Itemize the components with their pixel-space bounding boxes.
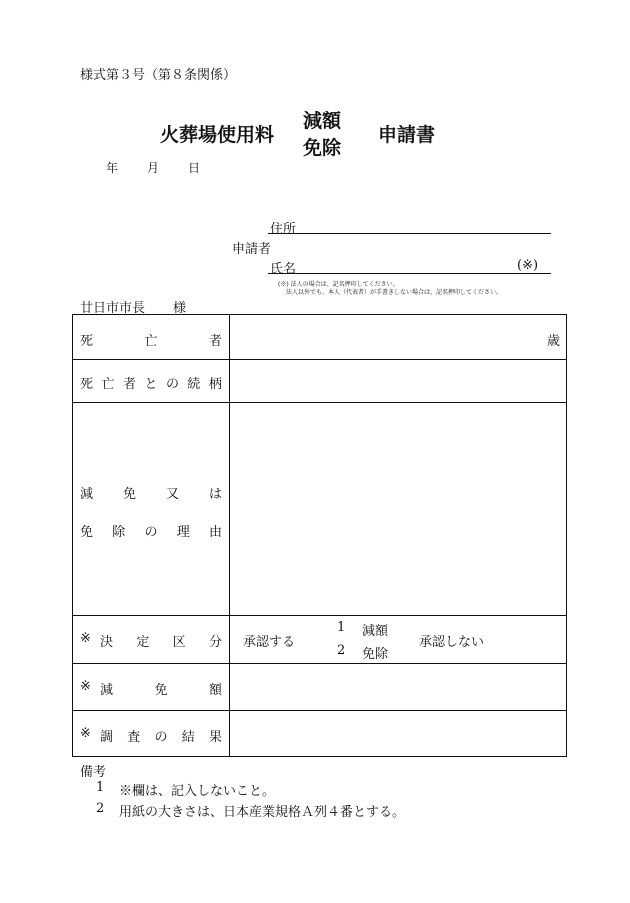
decision-label: 決 定 区 分: [100, 635, 222, 650]
form-number: 様式第３号（第８条関係）: [80, 68, 237, 83]
remark-2-text: 用紙の大きさは、日本産業規格Ａ列４番とする。: [119, 805, 406, 820]
deceased-label: 死 亡 者: [80, 334, 222, 349]
remark-1-number: 1: [96, 780, 105, 795]
date-month-label: 月: [147, 161, 160, 175]
remarks-heading: 備考: [80, 765, 107, 780]
option2-exemption[interactable]: 免除: [362, 647, 389, 662]
survey-label: 調 査 の 結 果: [100, 730, 222, 745]
reason-label-line1: 減 免 又 は: [80, 487, 222, 502]
seal-note-line2: 法人以外でも、本人（代表者）が手書きしない場合は、記名押印してください。: [286, 289, 503, 296]
survey-mark: ※: [80, 726, 91, 741]
date-day-label: 日: [188, 161, 201, 175]
survey-field[interactable]: [230, 711, 566, 756]
date-year-label: 年: [106, 161, 119, 175]
remark-1-text: ※欄は、記入しないこと。: [119, 784, 276, 799]
option1-reduction[interactable]: 減額: [362, 624, 389, 639]
relationship-field[interactable]: [230, 360, 566, 402]
name-underline[interactable]: [268, 273, 551, 274]
title-option-reduction: 減額: [303, 110, 342, 132]
seal-note-line1: (※) 法人の場合は、記名押印してください。: [278, 281, 399, 288]
address-label: 住所: [270, 222, 297, 237]
reason-field[interactable]: [230, 403, 566, 615]
option1-number: 1: [337, 620, 346, 635]
name-mark: (※): [517, 258, 539, 273]
row-divider-3: [72, 615, 567, 616]
remark-2-number: 2: [96, 801, 105, 816]
decision-mark: ※: [80, 631, 91, 646]
relationship-label: 死 亡 者 と の 続 柄: [80, 377, 222, 392]
reason-label-line2: 免 除 の 理 由: [80, 525, 222, 540]
title-main: 火葬場使用料: [160, 124, 275, 146]
title-option-exemption: 免除: [303, 137, 342, 159]
applicant-label: 申請者: [232, 242, 272, 257]
addressee-honorific: 様: [173, 301, 187, 316]
amount-label: 減 免 額: [100, 683, 222, 698]
address-underline[interactable]: [268, 233, 551, 234]
deceased-name-field[interactable]: [230, 315, 566, 359]
not-approve-option[interactable]: 承認しない: [419, 635, 485, 650]
amount-mark: ※: [80, 679, 91, 694]
approve-option[interactable]: 承認する: [243, 635, 296, 650]
option2-number: 2: [337, 643, 346, 658]
name-label: 氏名: [270, 262, 297, 277]
title-suffix: 申請書: [378, 124, 436, 146]
age-suffix: 歳: [547, 334, 561, 349]
amount-field[interactable]: [230, 664, 566, 710]
addressee-name: 廿日市市長: [80, 301, 146, 316]
